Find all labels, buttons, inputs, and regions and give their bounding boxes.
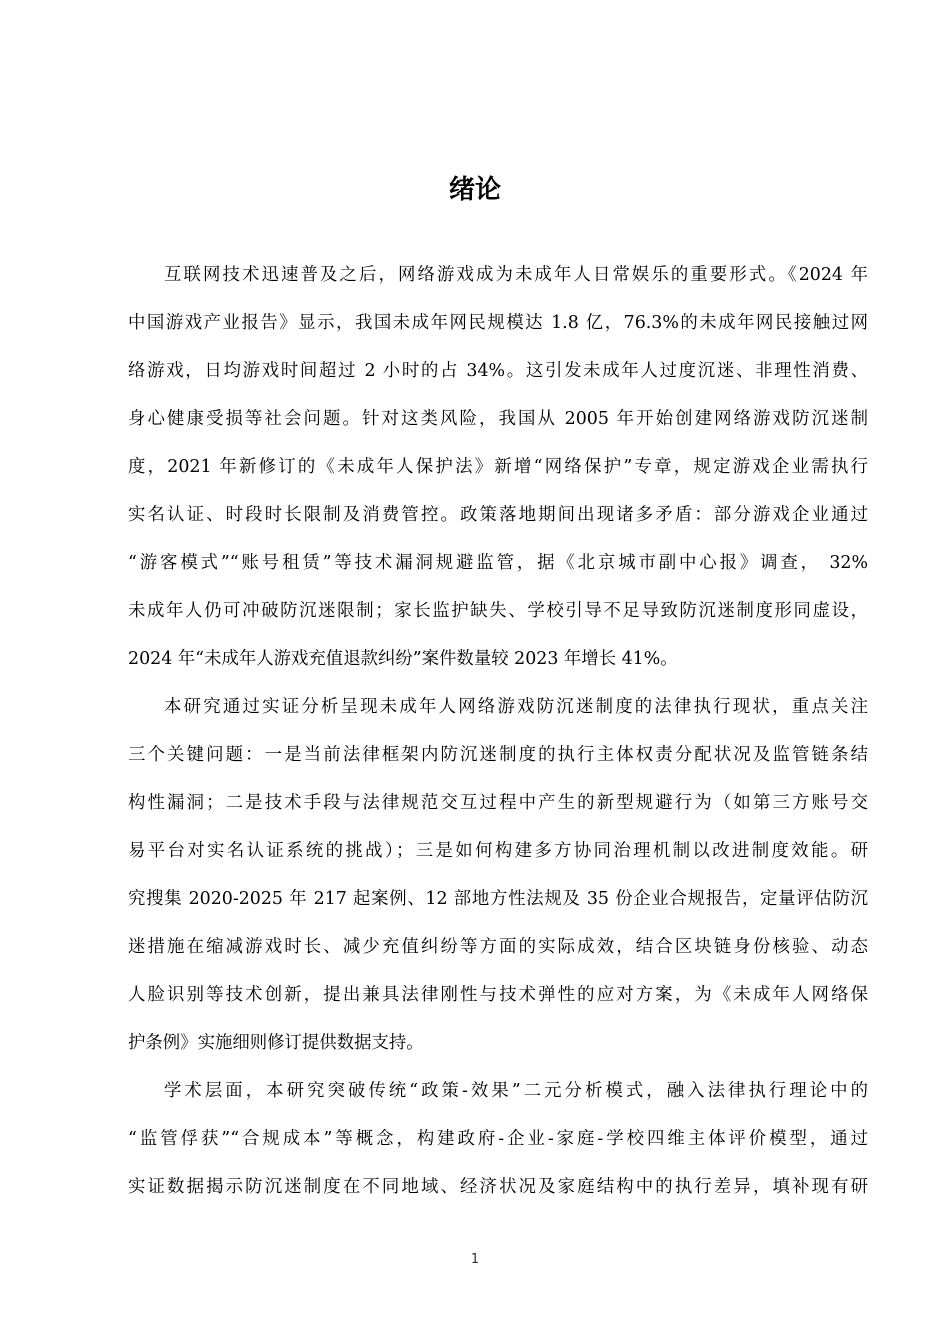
text-line: 学术层面，本研究突破传统“政策-效果”二元分析模式，融入法律执行理论中的 xyxy=(164,1081,868,1101)
text-line: 构性漏洞；二是技术手段与法律规范交互过程中产生的新型规避行为（如第三方账号交 xyxy=(128,793,868,813)
text-line: 度，2021 年新修订的《未成年人保护法》新增“网络保护”专章，规定游戏企业需执行 xyxy=(128,457,868,477)
page-number: 1 xyxy=(470,1252,480,1267)
text-line: 究搜集 2020-2025 年 217 起案例、12 部地方性法规及 35 份企业合规报告，定量评估防沉 xyxy=(128,889,868,909)
text-line: 实证数据揭示防沉迷制度在不同地域、经济状况及家庭结构中的执行差异，填补现有研 xyxy=(128,1177,868,1197)
page-title: 绪论 xyxy=(448,175,501,205)
text-line: 中国游戏产业报告》显示，我国未成年网民规模达 1.8 亿，76.3%的未成年网民接触过网 xyxy=(128,313,868,333)
text-line: 人脸识别等技术创新，提出兼具法律刚性与技术弹性的应对方案，为《未成年人网络保 xyxy=(128,985,868,1005)
text-line: 护条例》实施细则修订提供数据支持。 xyxy=(128,1033,424,1053)
text-line: 身心健康受损等社会问题。针对这类风险，我国从 2005 年开始创建网络游戏防沉迷制 xyxy=(128,409,868,429)
text-line: 络游戏，日均游戏时间超过 2 小时的占 34%。这引发未成年人过度沉迷、非理性消费、 xyxy=(128,361,868,381)
text-line: 迷措施在缩减游戏时长、减少充值纠纷等方面的实际成效，结合区块链身份核验、动态 xyxy=(128,937,868,957)
text-line: 本研究通过实证分析呈现未成年人网络游戏防沉迷制度的法律执行现状，重点关注 xyxy=(164,697,868,717)
text-line: “游客模式”“账号租赁”等技术漏洞规避监管，据《北京城市副中心报》调查， 32% xyxy=(128,553,868,573)
text-line: 未成年人仍可冲破防沉迷限制；家长监护缺失、学校引导不足导致防沉迷制度形同虚设， xyxy=(128,601,868,621)
text-line: 三个关键问题：一是当前法律框架内防沉迷制度的执行主体权责分配状况及监管链条结 xyxy=(128,745,868,765)
text-line: 互联网技术迅速普及之后，网络游戏成为未成年人日常娱乐的重要形式。《2024 年 xyxy=(164,265,868,285)
text-line: “监管俘获”“合规成本”等概念，构建政府-企业-家庭-学校四维主体评价模型，通过 xyxy=(128,1129,868,1149)
text-line: 易平台对实名认证系统的挑战）；三是如何构建多方协同治理机制以改进制度效能。研 xyxy=(128,841,868,861)
text-line: 2024 年“未成年人游戏充值退款纠纷”案件数量较 2023 年增长 41%。 xyxy=(128,649,678,669)
text-line: 实名认证、时段时长限制及消费管控。政策落地期间出现诸多矛盾：部分游戏企业通过 xyxy=(128,505,868,525)
